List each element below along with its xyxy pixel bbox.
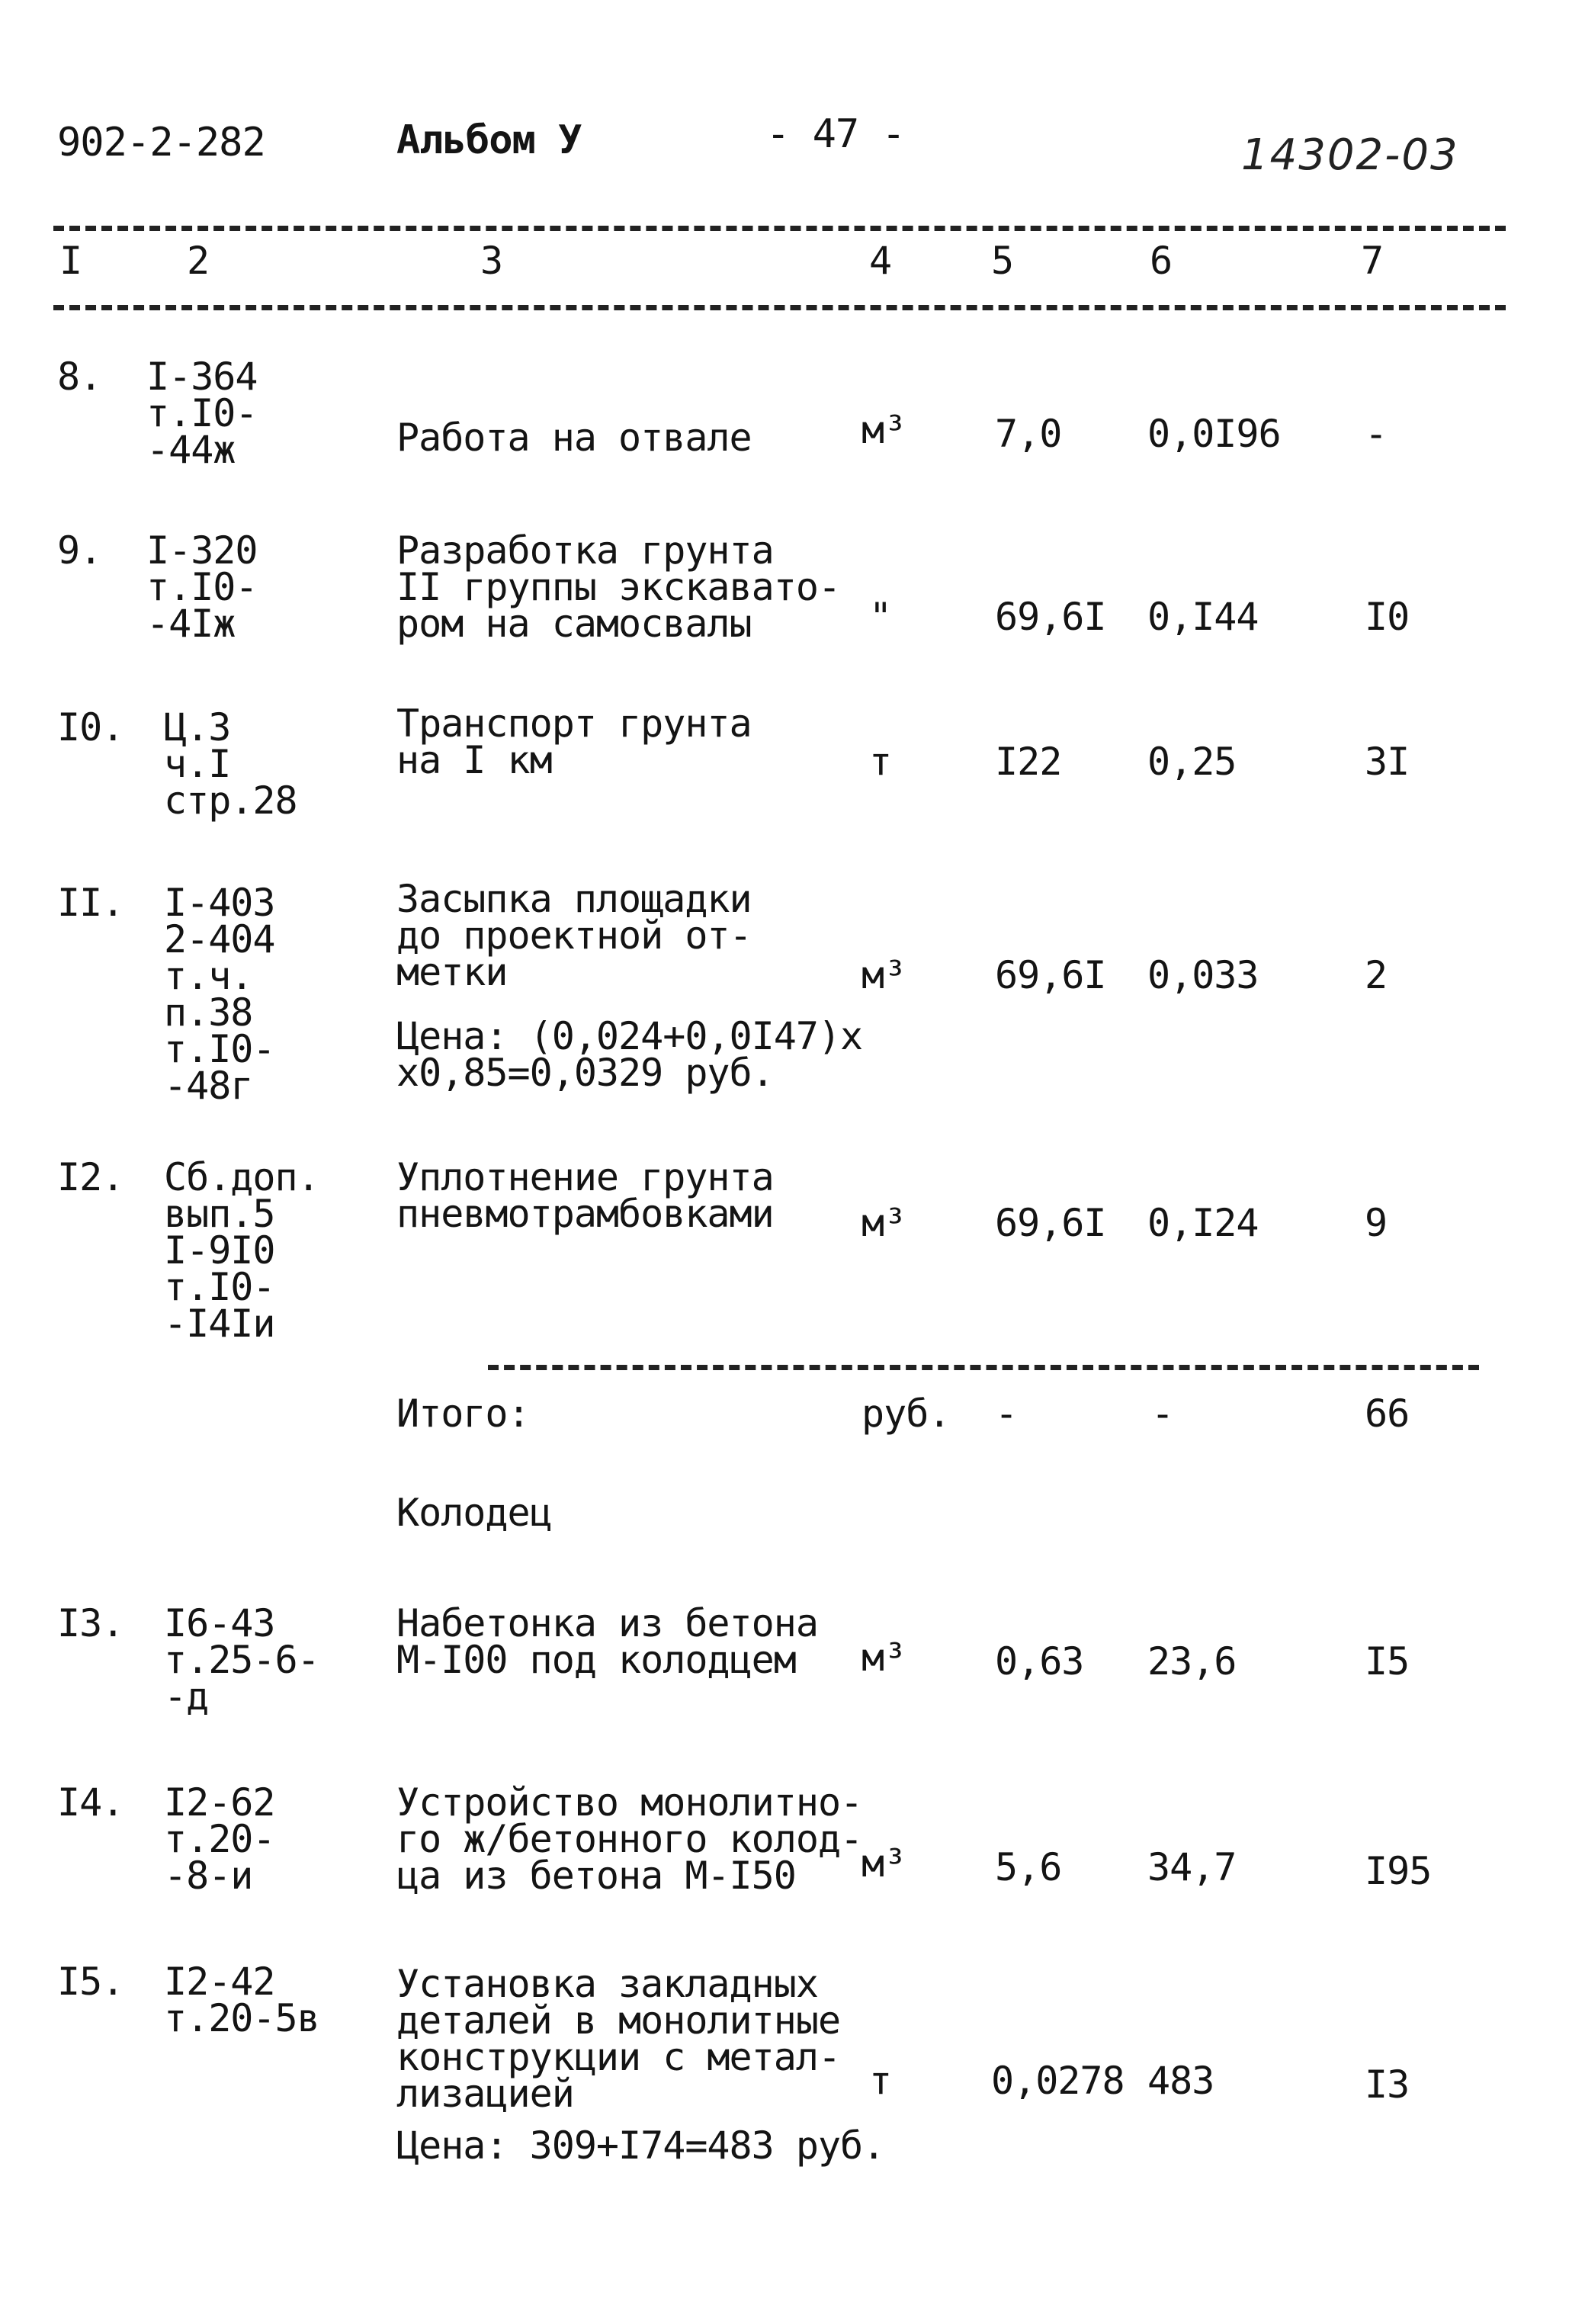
document-code: 902-2-282 <box>57 120 265 165</box>
album-label: Альбом У <box>396 117 582 163</box>
row-unit-price: 0,I24 <box>1147 1201 1259 1245</box>
row-unit-price: 34,7 <box>1147 1845 1237 1889</box>
row-number: I2. <box>57 1155 124 1199</box>
row-total: - <box>1365 412 1388 456</box>
subtotal-unit: руб. <box>861 1392 951 1436</box>
row-description: Засыпка площадки до проектной от- метки <box>396 877 752 994</box>
col-1-header: I <box>59 239 82 283</box>
subtotal-label: Итого: <box>396 1392 530 1436</box>
row-description: Разработка грунта II группы экскавато- ром на самосвалы <box>396 528 841 646</box>
section-title: Колодец <box>396 1491 552 1535</box>
row-total: I0 <box>1365 595 1410 639</box>
row-description: Устройство монолитно- го ж/бетонного колод- ца из бетона М-I50 <box>396 1780 863 1898</box>
page-number: - 47 - <box>766 111 905 157</box>
row-unit: м³ <box>861 953 906 997</box>
row-quantity: 0,63 <box>995 1639 1084 1684</box>
row-description: Набетонка из бетона М-I00 под колодцем <box>396 1601 818 1682</box>
row-description: Установка закладных деталей в монолитные конструкции с метал- лизацией <box>396 1962 841 2116</box>
row-total: 2 <box>1365 953 1388 997</box>
row-unit: м³ <box>861 408 906 452</box>
row-total: I5 <box>1365 1639 1410 1684</box>
row-price-note: Цена: 309+I74=483 руб. <box>396 2123 885 2168</box>
row-number: I3. <box>57 1601 124 1645</box>
row-reference: I2-62 т.20- -8-и <box>164 1780 275 1898</box>
header-bottom-rule <box>53 305 1506 310</box>
row-quantity: 69,6I <box>995 953 1106 997</box>
col-2-header: 2 <box>187 239 210 283</box>
row-unit: м³ <box>861 1201 906 1245</box>
subtotal-quantity: - <box>995 1392 1018 1436</box>
row-quantity: 69,6I <box>995 1201 1106 1245</box>
header-top-rule <box>53 226 1506 231</box>
row-unit-price: 483 <box>1147 2059 1214 2103</box>
row-reference: Ц.3 ч.I стр.28 <box>164 705 297 823</box>
row-unit-price: 23,6 <box>1147 1639 1237 1684</box>
row-quantity: 69,6I <box>995 595 1106 639</box>
row-total: I3 <box>1365 2062 1410 2107</box>
row-unit: м³ <box>861 1841 906 1886</box>
row-number: 9. <box>57 528 102 573</box>
row-unit-price: 0,25 <box>1147 740 1237 784</box>
subtotal-price: - <box>1151 1392 1174 1436</box>
row-number: I5. <box>57 1960 124 2004</box>
row-reference: I6-43 т.25-6- -д <box>164 1601 319 1719</box>
row-total: 9 <box>1365 1201 1388 1245</box>
col-6-header: 6 <box>1150 239 1173 283</box>
row-reference: Сб.доп. вып.5 I-9I0 т.I0- -I4Iи <box>164 1155 319 1346</box>
row-description: Транспорт грунта на I км <box>396 701 752 782</box>
row-unit: т <box>869 740 892 784</box>
row-total: I95 <box>1365 1849 1432 1893</box>
col-5-header: 5 <box>991 239 1014 283</box>
row-unit-price: 0,033 <box>1147 953 1259 997</box>
row-unit: т <box>869 2059 892 2103</box>
row-reference: I2-42 т.20-5в <box>164 1960 319 2040</box>
subtotal-rule <box>488 1365 1479 1370</box>
col-4-header: 4 <box>869 239 892 283</box>
col-7-header: 7 <box>1361 239 1384 283</box>
row-description: Работа на отвале <box>396 416 752 460</box>
row-unit-price: 0,0I96 <box>1147 412 1281 456</box>
row-description: Уплотнение грунта пневмотрамбовками <box>396 1155 774 1236</box>
row-quantity: 7,0 <box>995 412 1062 456</box>
row-total: 3I <box>1365 740 1410 784</box>
row-unit-price: 0,I44 <box>1147 595 1259 639</box>
row-price-note: Цена: (0,024+0,0I47)х х0,85=0,0329 руб. <box>396 1014 863 1095</box>
row-number: 8. <box>57 355 102 399</box>
row-quantity: I22 <box>995 740 1062 784</box>
row-unit: " <box>869 595 892 639</box>
row-number: I0. <box>57 705 124 750</box>
row-quantity: 5,6 <box>995 1845 1062 1889</box>
subtotal-total: 66 <box>1365 1392 1410 1436</box>
row-quantity: 0,0278 <box>991 2059 1125 2103</box>
col-3-header: 3 <box>480 239 503 283</box>
row-unit: м³ <box>861 1635 906 1680</box>
row-reference: I-364 т.I0- -44ж <box>146 355 258 472</box>
handwritten-code: 14302-03 <box>1241 130 1459 180</box>
row-reference: I-320 т.I0- -4Iж <box>146 528 258 646</box>
row-number: I4. <box>57 1780 124 1825</box>
row-number: II. <box>57 881 124 925</box>
row-reference: I-403 2-404 т.ч. п.38 т.I0- -48г <box>164 881 275 1108</box>
